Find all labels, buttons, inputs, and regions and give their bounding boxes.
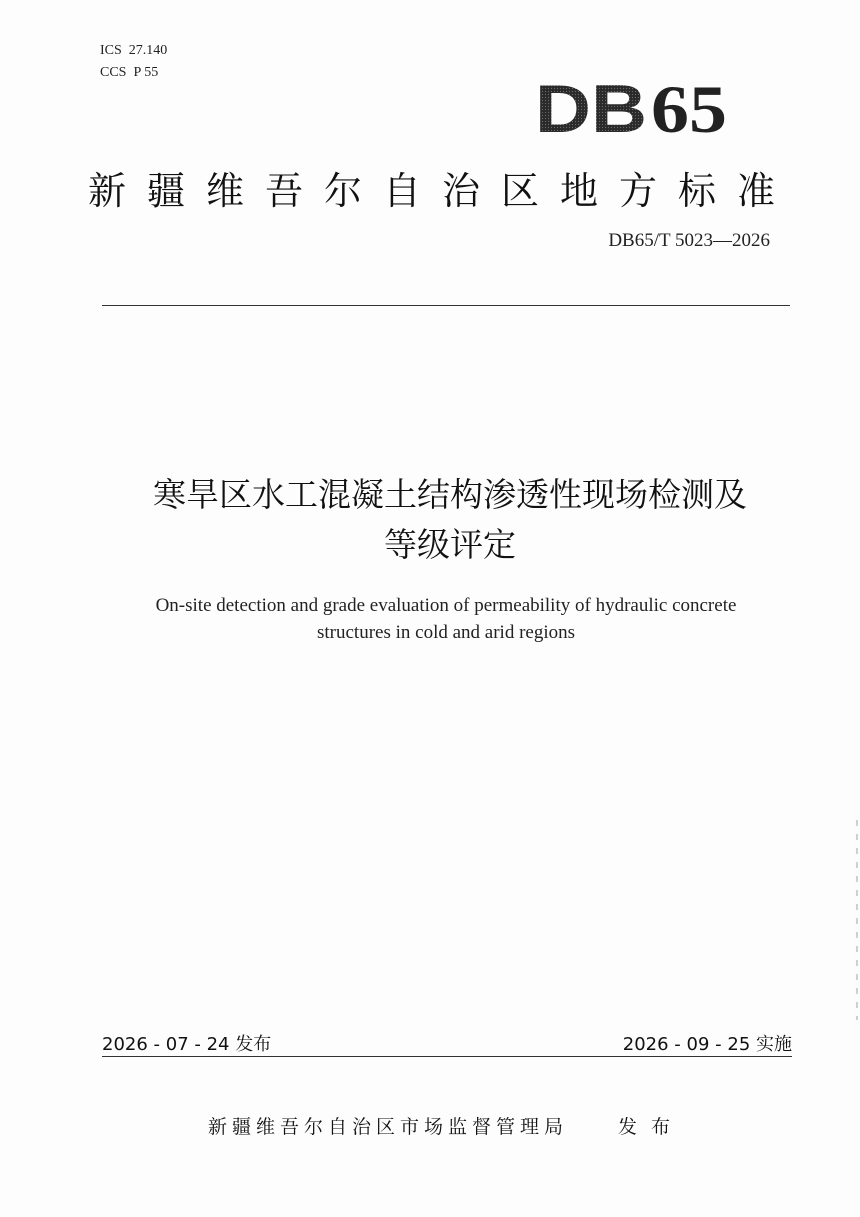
issue-date: 2026 - 07 - 24 发布 [102, 1034, 272, 1055]
chinese-title-line-1: 寒旱区水工混凝土结构渗透性现场检测及 [153, 475, 747, 514]
db65-logo [535, 72, 730, 142]
footer-divider [102, 1056, 792, 1057]
english-title [0, 592, 860, 646]
svg-text:DB: DB [535, 72, 647, 142]
publisher-name: 新疆维吾尔自治区市场监督管理局 [208, 1116, 569, 1138]
publish-label: 发布 [618, 1116, 685, 1138]
svg-text:65: 65 [651, 72, 727, 142]
header-divider [102, 305, 790, 306]
region-standard-title: 新疆维吾尔自治区地方标准 [88, 169, 797, 213]
english-title-line-1: On-site detection and grade evaluation of permeability of hydraulic concrete [155, 595, 737, 616]
implementation-date: 2026 - 09 - 25 实施 [622, 1034, 792, 1055]
classification-codes [100, 40, 167, 84]
english-title-line-2: structures in cold and arid regions [316, 622, 575, 643]
ccs-code: CCS P 55 [100, 65, 159, 80]
chinese-title [0, 470, 860, 570]
scan-edge-mark [856, 820, 858, 1020]
chinese-title-line-2: 等级评定 [384, 525, 516, 564]
standard-number: DB65/T 5023—2026 [608, 230, 770, 251]
ics-code: ICS 27.140 [100, 43, 168, 58]
